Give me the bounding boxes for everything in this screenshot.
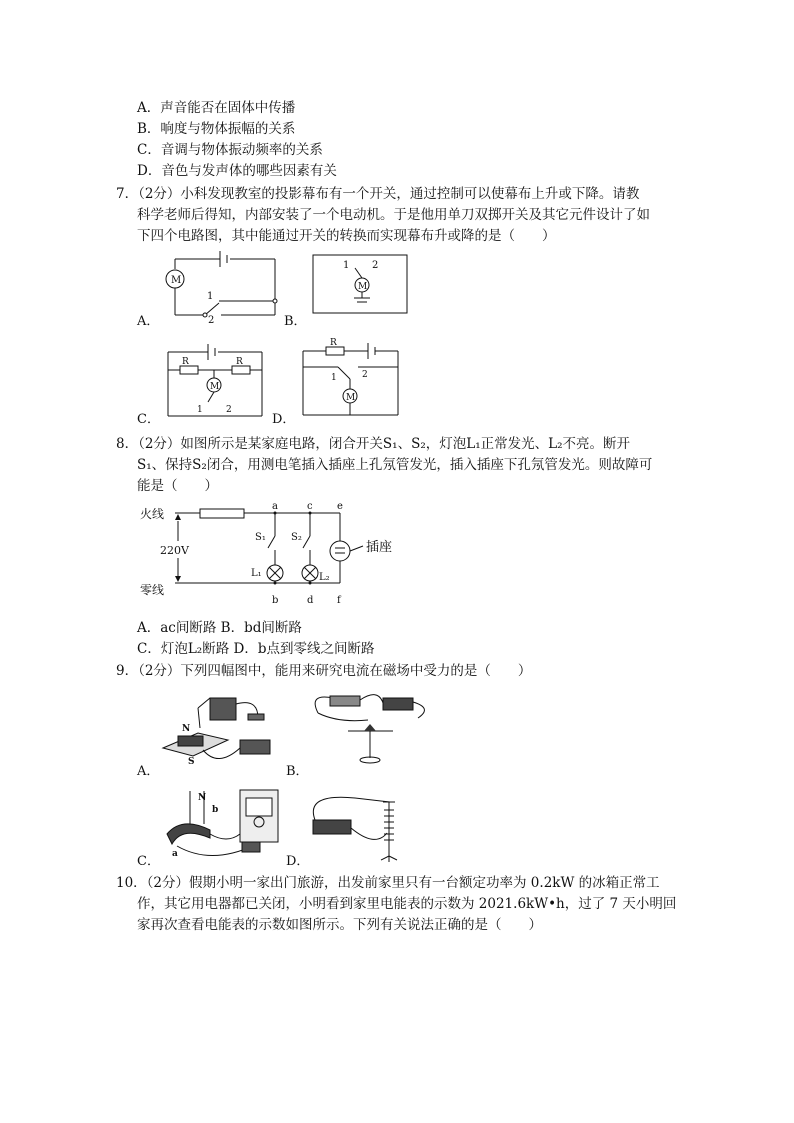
- q6-option-a: A．声音能否在固体中传播: [137, 100, 296, 116]
- q7-stem-line2: 科学老师后得知，内部安装了一个电动机。于是他用单刀双掷开关及其它元件设计了如: [137, 207, 650, 223]
- q8-options-line2: C．灯泡L₂断路 D．b点到零线之间断路: [137, 641, 375, 657]
- q9-label-a: A．: [137, 764, 160, 779]
- q7b-motor-label: M: [358, 282, 368, 292]
- q9-label-b: B．: [286, 764, 309, 779]
- q8-point-f: f: [337, 595, 341, 606]
- q7c-sw1-label: 1: [197, 405, 203, 415]
- q9-stem: 9．（2分）下列四幅图中，能用来研究电流在磁场中受力的是（ ）: [116, 663, 532, 679]
- q7c-r2-label: R: [236, 357, 243, 367]
- q9-apparatus-d: [305, 788, 415, 863]
- q8-stem-line3: 能是（ ）: [137, 478, 218, 494]
- q9a-s-label: S: [188, 757, 195, 767]
- q8-switch-s1-label: S₁: [255, 532, 266, 543]
- q8-point-e: e: [337, 501, 343, 512]
- q7-label-d: D．: [272, 412, 296, 427]
- q9c-a-label: a: [172, 849, 178, 859]
- q7b-sw2-label: 2: [372, 260, 379, 271]
- q8-switch-s2-label: S₂: [291, 532, 302, 543]
- q10-stem-line1: 10．（2分）假期小明一家出门旅游，出发前家里只有一台额定功率为 0.2kW 的冰箱正常工: [116, 875, 660, 891]
- q7a-sw1-label: 1: [207, 291, 214, 302]
- q8-voltage-label: 220V: [160, 544, 189, 557]
- q7-label-b: B．: [284, 314, 307, 329]
- q9a-n-label: N: [182, 724, 191, 734]
- q8-live-wire-label: 火线: [140, 507, 165, 521]
- q10-stem-line2: 作，其它用电器都已关闭，小明看到家里电能表的示数为 2021.6kW•h，过了 7 天小明回: [137, 896, 677, 912]
- q7d-motor-label: M: [346, 393, 356, 403]
- q8-point-a: a: [272, 501, 278, 512]
- q7d-r-label: R: [330, 338, 337, 348]
- q7c-r1-label: R: [182, 357, 189, 367]
- q9-apparatus-a: [158, 688, 283, 770]
- q6-option-c: C．音调与物体振动频率的关系: [137, 142, 323, 158]
- q7-stem-line3: 下四个电路图，其中能通过开关的转换而实现幕布升或降的是（ ）: [137, 228, 556, 244]
- q9c-n-label: N: [198, 793, 207, 803]
- q7b-sw1-label: 1: [343, 260, 350, 271]
- q8-household-circuit: [135, 498, 415, 610]
- q8-options-line1: A．ac间断路 B．bd间断路: [137, 620, 302, 636]
- q8-socket-label: 插座: [366, 540, 393, 555]
- q8-point-b: b: [272, 595, 279, 606]
- q8-stem-line1: 8．（2分）如图所示是某家庭电路，闭合开关S₁、S₂，灯泡L₁正常发光、L₂不亮。断开: [116, 436, 631, 452]
- q9-label-c: C．: [137, 854, 160, 869]
- q8-point-c: c: [307, 501, 313, 512]
- q9-apparatus-c: [162, 786, 287, 864]
- q6-option-d: D．音色与发声体的哪些因素有关: [137, 163, 337, 179]
- q8-point-d: d: [307, 595, 314, 606]
- q7-label-c: C．: [137, 412, 160, 427]
- q7-circuit-b: [310, 252, 410, 316]
- q7-label-a: A．: [137, 314, 160, 329]
- q7-stem-line1: 7．（2分）小科发现教室的投影幕布有一个开关，通过控制可以使幕布上升或下降。请教: [116, 186, 640, 202]
- q7-circuit-d: [298, 335, 403, 420]
- q7a-sw2-label: 2: [208, 315, 215, 325]
- q7a-motor-label: M: [171, 275, 182, 286]
- q8-lamp-l2-label: L₂: [319, 572, 330, 583]
- q8-neutral-wire-label: 零线: [140, 583, 165, 597]
- q7-circuit-a: [155, 245, 285, 325]
- q7d-sw2-label: 2: [362, 370, 368, 380]
- q7c-sw2-label: 2: [226, 405, 232, 415]
- q7-circuit-c: [160, 340, 270, 420]
- q6-option-b: B．响度与物体振幅的关系: [137, 121, 296, 137]
- q8-lamp-l1-label: L₁: [251, 568, 262, 579]
- q10-stem-line3: 家再次查看电能表的示数如图所示。下列有关说法正确的是（ ）: [137, 917, 542, 933]
- q7d-sw1-label: 1: [331, 373, 337, 383]
- q9c-b-label: b: [212, 805, 219, 815]
- q9-label-d: D．: [286, 854, 310, 869]
- q9-apparatus-b: [308, 688, 433, 770]
- q8-stem-line2: S₁、保持S₂闭合，用测电笔插入插座上孔氖管发光，插入插座下孔氖管发光。则故障可: [137, 457, 653, 473]
- q7c-motor-label: M: [210, 382, 220, 392]
